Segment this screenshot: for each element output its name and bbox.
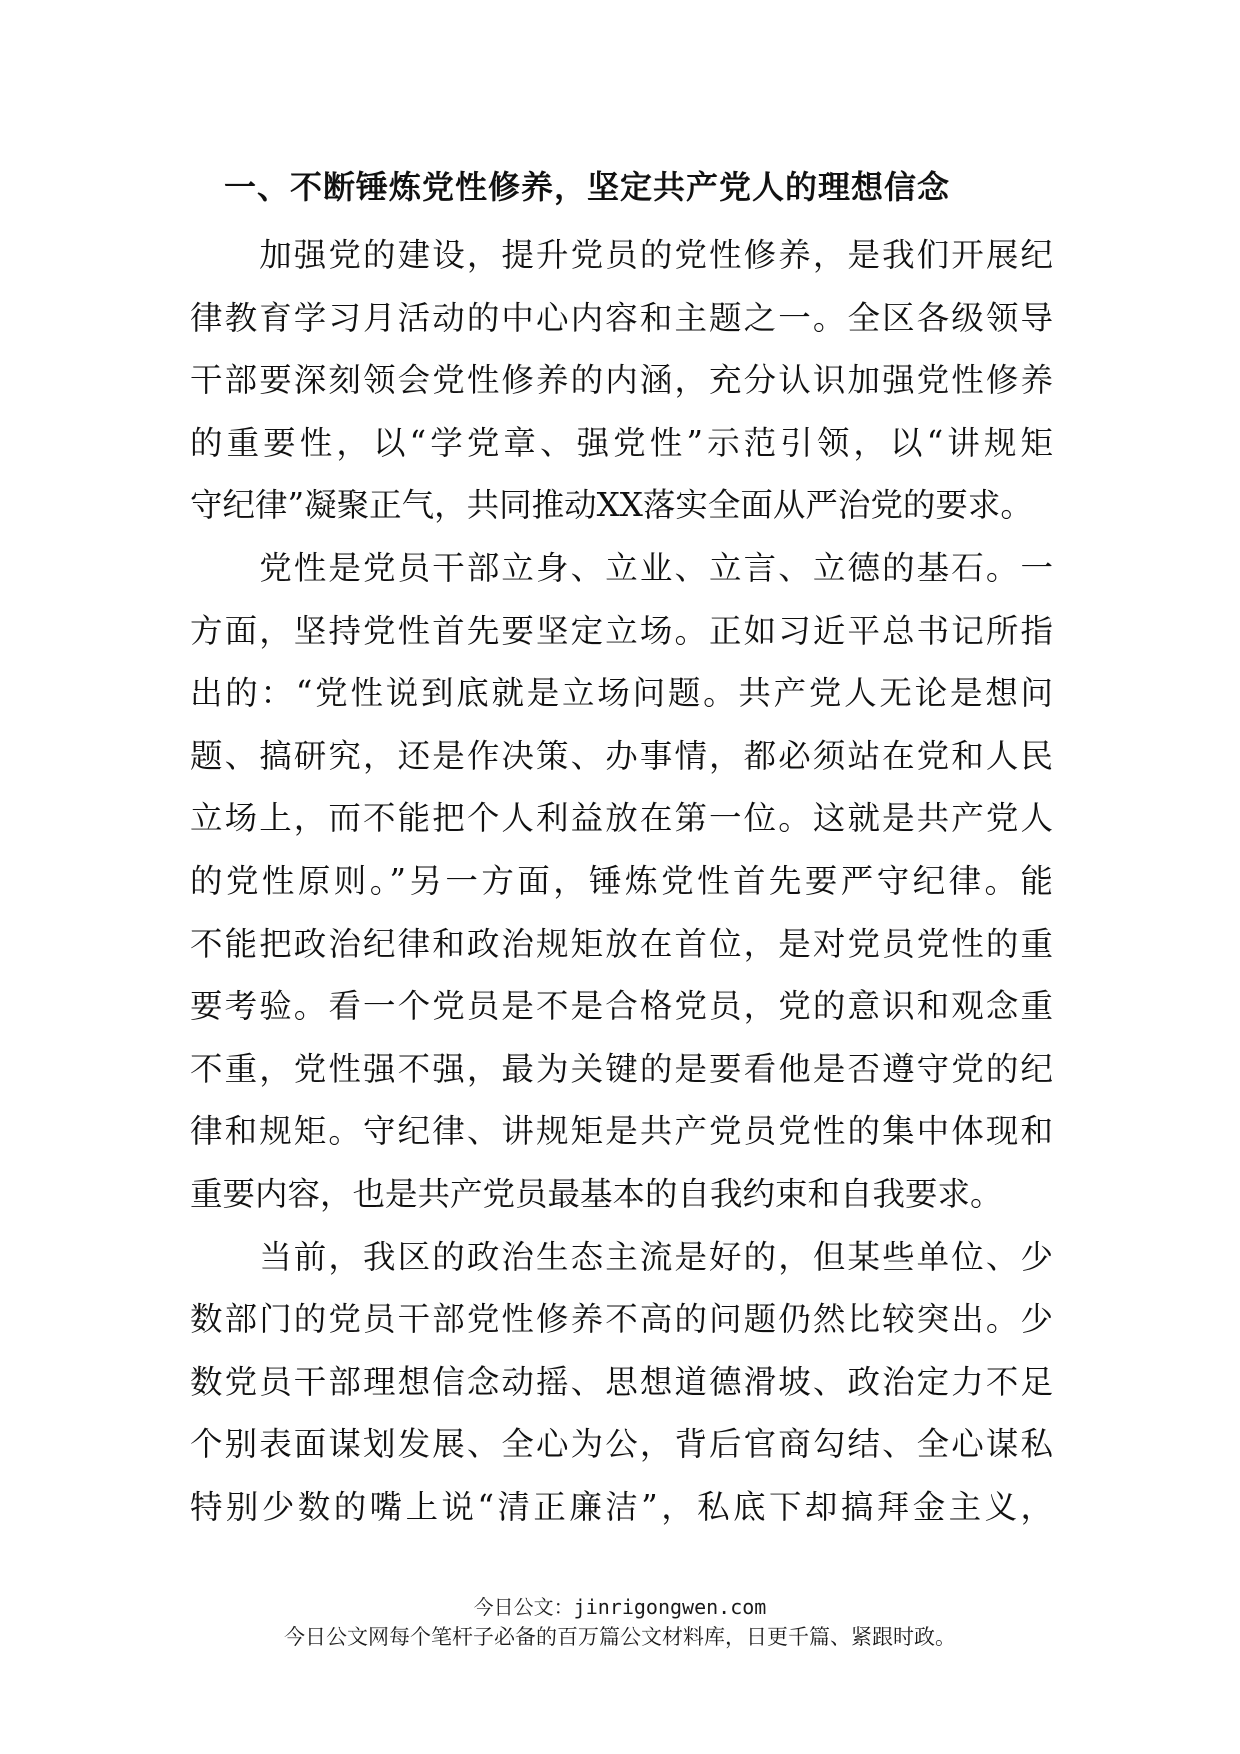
text-line: 重要内容，也是共产党员最基本的自我约束和自我要求。 (190, 1174, 1003, 1213)
footer-site-url[interactable]: jinrigongwen.com (573, 1595, 767, 1619)
text-line: 特别少数的嘴上说“清正廉洁”，私底下却搞拜金主义， (190, 1487, 1053, 1526)
footer-slogan: 今日公文网每个笔杆子必备的百万篇公文材料库，日更千篇、紧跟时政。 (284, 1625, 956, 1649)
text-line: 干部要深刻领会党性修养的内涵，充分认识加强党性修养 (190, 361, 1053, 400)
text-line: 加强党的建设，提升党员的党性修养，是我们开展纪 (190, 236, 1053, 274)
text-line: 数部门的党员干部党性修养不高的问题仍然比较突出。少 (190, 1300, 1053, 1339)
text-line: 律教育学习月活动的中心内容和主题之一。全区各级领导 (190, 298, 1053, 337)
text-line: 方面，坚持党性首先要坚定立场。正如习近平总书记所指 (190, 611, 1053, 650)
text-line: 的重要性，以“学党章、强党性”示范引领，以“讲规矩 (190, 423, 1053, 462)
text-line: 当前，我区的政治生态主流是好的，但某些单位、少 (190, 1237, 1053, 1276)
text-line: 的党性原则。”另一方面，锤炼党性首先要严守纪律。能 (190, 861, 1053, 900)
text-line: 党性是党员干部立身、立业、立言、立德的基石。一 (190, 548, 1053, 587)
document-body (190, 224, 1053, 1538)
footer-site-label: 今日公文： (473, 1595, 574, 1619)
text-line: 个别表面谋划发展、全心为公，背后官商勾结、全心谋私 (190, 1425, 1053, 1464)
text-line: 题、搞研究，还是作决策、办事情，都必须站在党和人民 (190, 736, 1053, 775)
footer-site-line (0, 1593, 1240, 1621)
text-line: 律和规矩。守纪律、讲规矩是共产党员党性的集中体现和 (190, 1112, 1053, 1151)
text-line: 不能把政治纪律和政治规矩放在首位，是对党员党性的重 (190, 924, 1053, 963)
text-line: 要考验。看一个党员是不是合格党员，党的意识和观念重 (190, 987, 1053, 1026)
text-line: 数党员干部理想信念动摇、思想道德滑坡、政治定力不足 (190, 1362, 1053, 1401)
text-line: 守纪律”凝聚正气，共同推动XX落实全面从严治党的要求。 (190, 486, 1033, 525)
section-heading: 一、不断锤炼党性修养，坚定共产党人的理想信念 (224, 168, 951, 206)
text-line: 出的：“党性说到底就是立场问题。共产党人无论是想问 (190, 674, 1053, 713)
text-line: 不重，党性强不强，最为关键的是要看他是否遵守党的纪 (190, 1049, 1053, 1088)
text-line: 立场上，而不能把个人利益放在第一位。这就是共产党人 (190, 799, 1053, 838)
